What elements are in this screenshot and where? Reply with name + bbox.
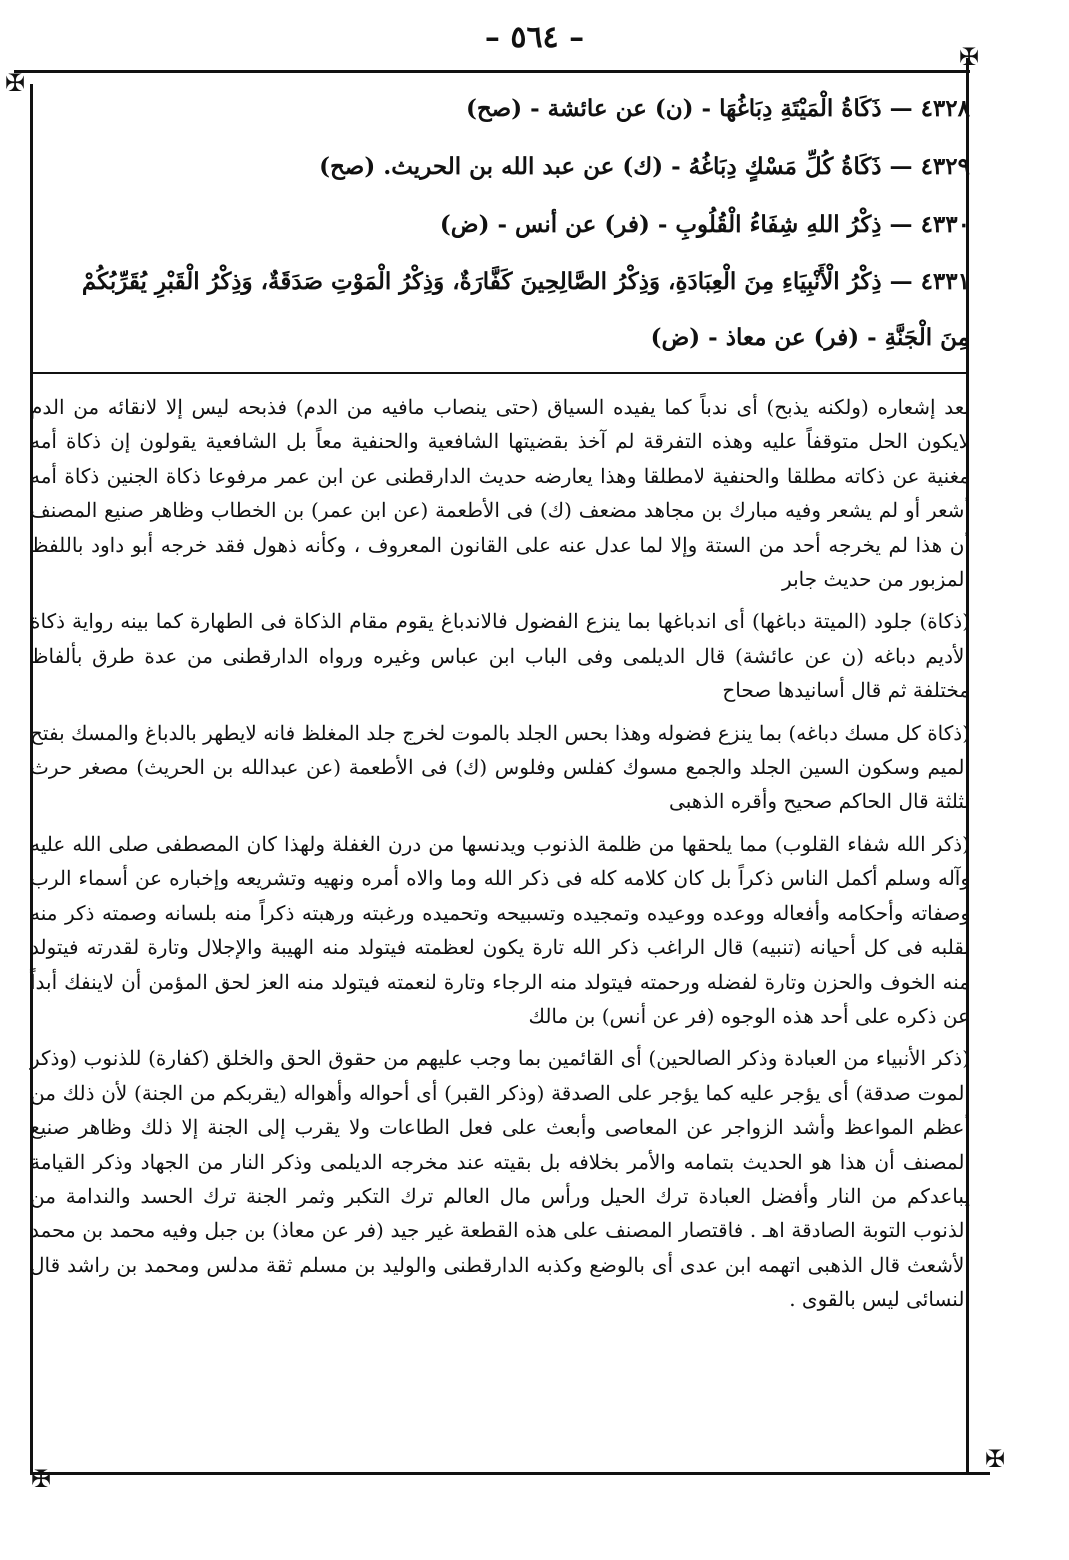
frame-top-line (14, 70, 970, 73)
hadith-4331: ٤٣٣١ — ذِكْرُ الْأَنْبِيَاءِ مِنَ الْعِبَادَةِ، وَذِكْرُ الصَّالِحِينَ كَفَّارَةٌ، وَذِكْرُ الْمَوْتِ صَدَقَةٌ، وَذِكْرُ الْقَبْرِ يُقَرِّبُكُمْ مِنَ الْجَنَّةِ - (فر) عن معاذ - (ض) (81, 268, 970, 351)
corner-ornament-icon: ✠ (30, 1465, 52, 1493)
commentary-paragraph: (ذكاة) جلود (الميتة دباغها) أى اندباغها بما ينزع الفضول فالاندباغ يقوم مقام الذكاة فى الطهارة كما بينه رواية ذكاة الأديم دباغه (ن عن عائشة) قال الديلمى وفى الباب ابن عباس وغيره ورواه الدارقطنى من عدة طرق بألفاظ مختلفة ثم قال أسانيدها صحاح (30, 609, 970, 703)
hadith-list (50, 80, 970, 366)
separator-line (30, 372, 968, 374)
corner-ornament-icon: ✠ (984, 1445, 1006, 1473)
commentary-paragraph: (ذكر الله شفاء القلوب) مما يلحقها من ظلمة الذنوب ويدنسها من درن الغفلة ولهذا كان المصطفى صلى الله عليه وآله وسلم أكمل الناس ذكراً بل كان كلامه كله فى ذكر الله وما والاه أمره ونهيه وتشريعه وإخباره عن أسماء الرب وصفاته وأحكامه وأفعاله ووعده ووعيده وتمجيده وتسبيحه وتحميده ورغبته ورهبته ذكراً منه بلسانه وصمته ذكر منه بقلبه فى كل أحيانه (تنبيه) قال الراغب ذكر الله تارة يكون لعظمته فيتولد منه الهيبة والإجلال وتارة لقدرته فيتولد منه الخوف والحزن وتارة لفضله ورحمته فيتولد منه الرجاء وتارة لنعمته فيتولد منه العز لحق المؤمن أن لاينفك أبداً عن ذكره على أحد هذه الوجوه (فر عن أنس) بن مالك (30, 831, 970, 1028)
commentary-section (30, 390, 970, 1325)
corner-ornament-icon: ✠ (958, 43, 980, 71)
commentary-paragraph: (ذكر الأنبياء من العبادة وذكر الصالحين) أى القائمين بما وجب عليهم من حقوق الحق والخلق (كفارة) للذنوب (وذكر الموت صدقة) أى يؤجر عليه كما يؤجر على الصدقة (وذكر القبر) أى أحواله وأهواله (يقربكم من الجنة) لأن ذلك من أعظم المواعظ وأشد الزواجر عن المعاصى وأبعث على فعل الطاعات ولا يقرب إلى الجنة إلا ذلك وظاهر صنيع المصنف أن هذا هو الحديث بتمامه والأمر بخلافه بل بقيته عند مخرجه الديلمى وذكر النار من الجهاد وذكر القيامة يباعدكم من النار وأفضل العبادة ترك الحيل ورأس مال العالم ترك التكبر وثمر الجنة ترك الحسد والندامة من الذنوب التوبة الصادقة اهـ . فاقتصار المصنف على هذه القطعة غير جيد (فر عن معاذ) بن جبل وفيه محمد بن محمد الأشعث قال الذهبى اتهمه ابن عدى أى بالوضع وكذبه الدارقطنى والوليد بن مسلم ثقة مدلس ومحمد بن راشد قال النسائى ليس بالقوى . (30, 1046, 971, 1312)
commentary-paragraph: (ذكاة كل مسك دباغه) بما ينزع فضوله وهذا بحس الجلد بالموت لخرج جلد المغلظ فانه لايطهر بالدباغ والمسك بفتح الميم وسكون السين الجلد والجمع مسوك كفلس وفلوس (ك) فى الأطعمة (عن عبدالله بن الحريث) مصغر حرث بثلثة قال الحاكم صحيح وأقره الذهبى (30, 720, 970, 814)
hadith-4328: ٤٣٢٨ — ذَكَاةُ الْمَيْتَةِ دِبَاغُهَا - (ن) عن عائشة - (صح) (465, 95, 970, 122)
frame-bottom-line (30, 1472, 990, 1475)
corner-ornament-icon: ✠ (4, 69, 26, 97)
hadith-4329: ٤٣٢٩ — ذَكَاةُ كُلِّ مَسْكٍ دِبَاغُهُ - (ك) عن عبد الله بن الحريث. (صح) (319, 153, 970, 180)
commentary-paragraph: بعد إشعاره (ولكنه يذبح) أى ندباً كما يفيده السياق (حتى ينصاب مافيه من الدم) فذبحه ليس إلا لانقائه من الدم لايكون الحل متوقفاً عليه وهذه التفرقة لم آخذ بقضيتها الشافعية والحنفية معاً بل الشافعية يقولون إن ذكاة أمه مغنية عن ذكاته مطلقا والحنفية لامطلقا وهذا يعارضه حديث الدارقطنى عن ابن عمر مرفوعا ذكاة الجنين ذكاة أمه أشعر أو لم يشعر وفيه مبارك بن مجاهد مضعف (ك) فى الأطعمة (عن ابن عمر) بن الخطاب وظاهر صنيع المصنف أن هذا لم يخرجه أحد من الستة وإلا لما عدل عنه على القانون المعروف ، وكأنه ذهول فقد خرجه أبو داود باللفظ المزبور من حديث جابر (30, 395, 970, 592)
hadith-4330: ٤٣٣٠ — ذِكْرُ اللهِ شِفَاءُ الْقُلُوبِ - (فر) عن أنس - (ض) (439, 211, 970, 238)
page-number: – ٥٦٤ – (484, 20, 585, 55)
